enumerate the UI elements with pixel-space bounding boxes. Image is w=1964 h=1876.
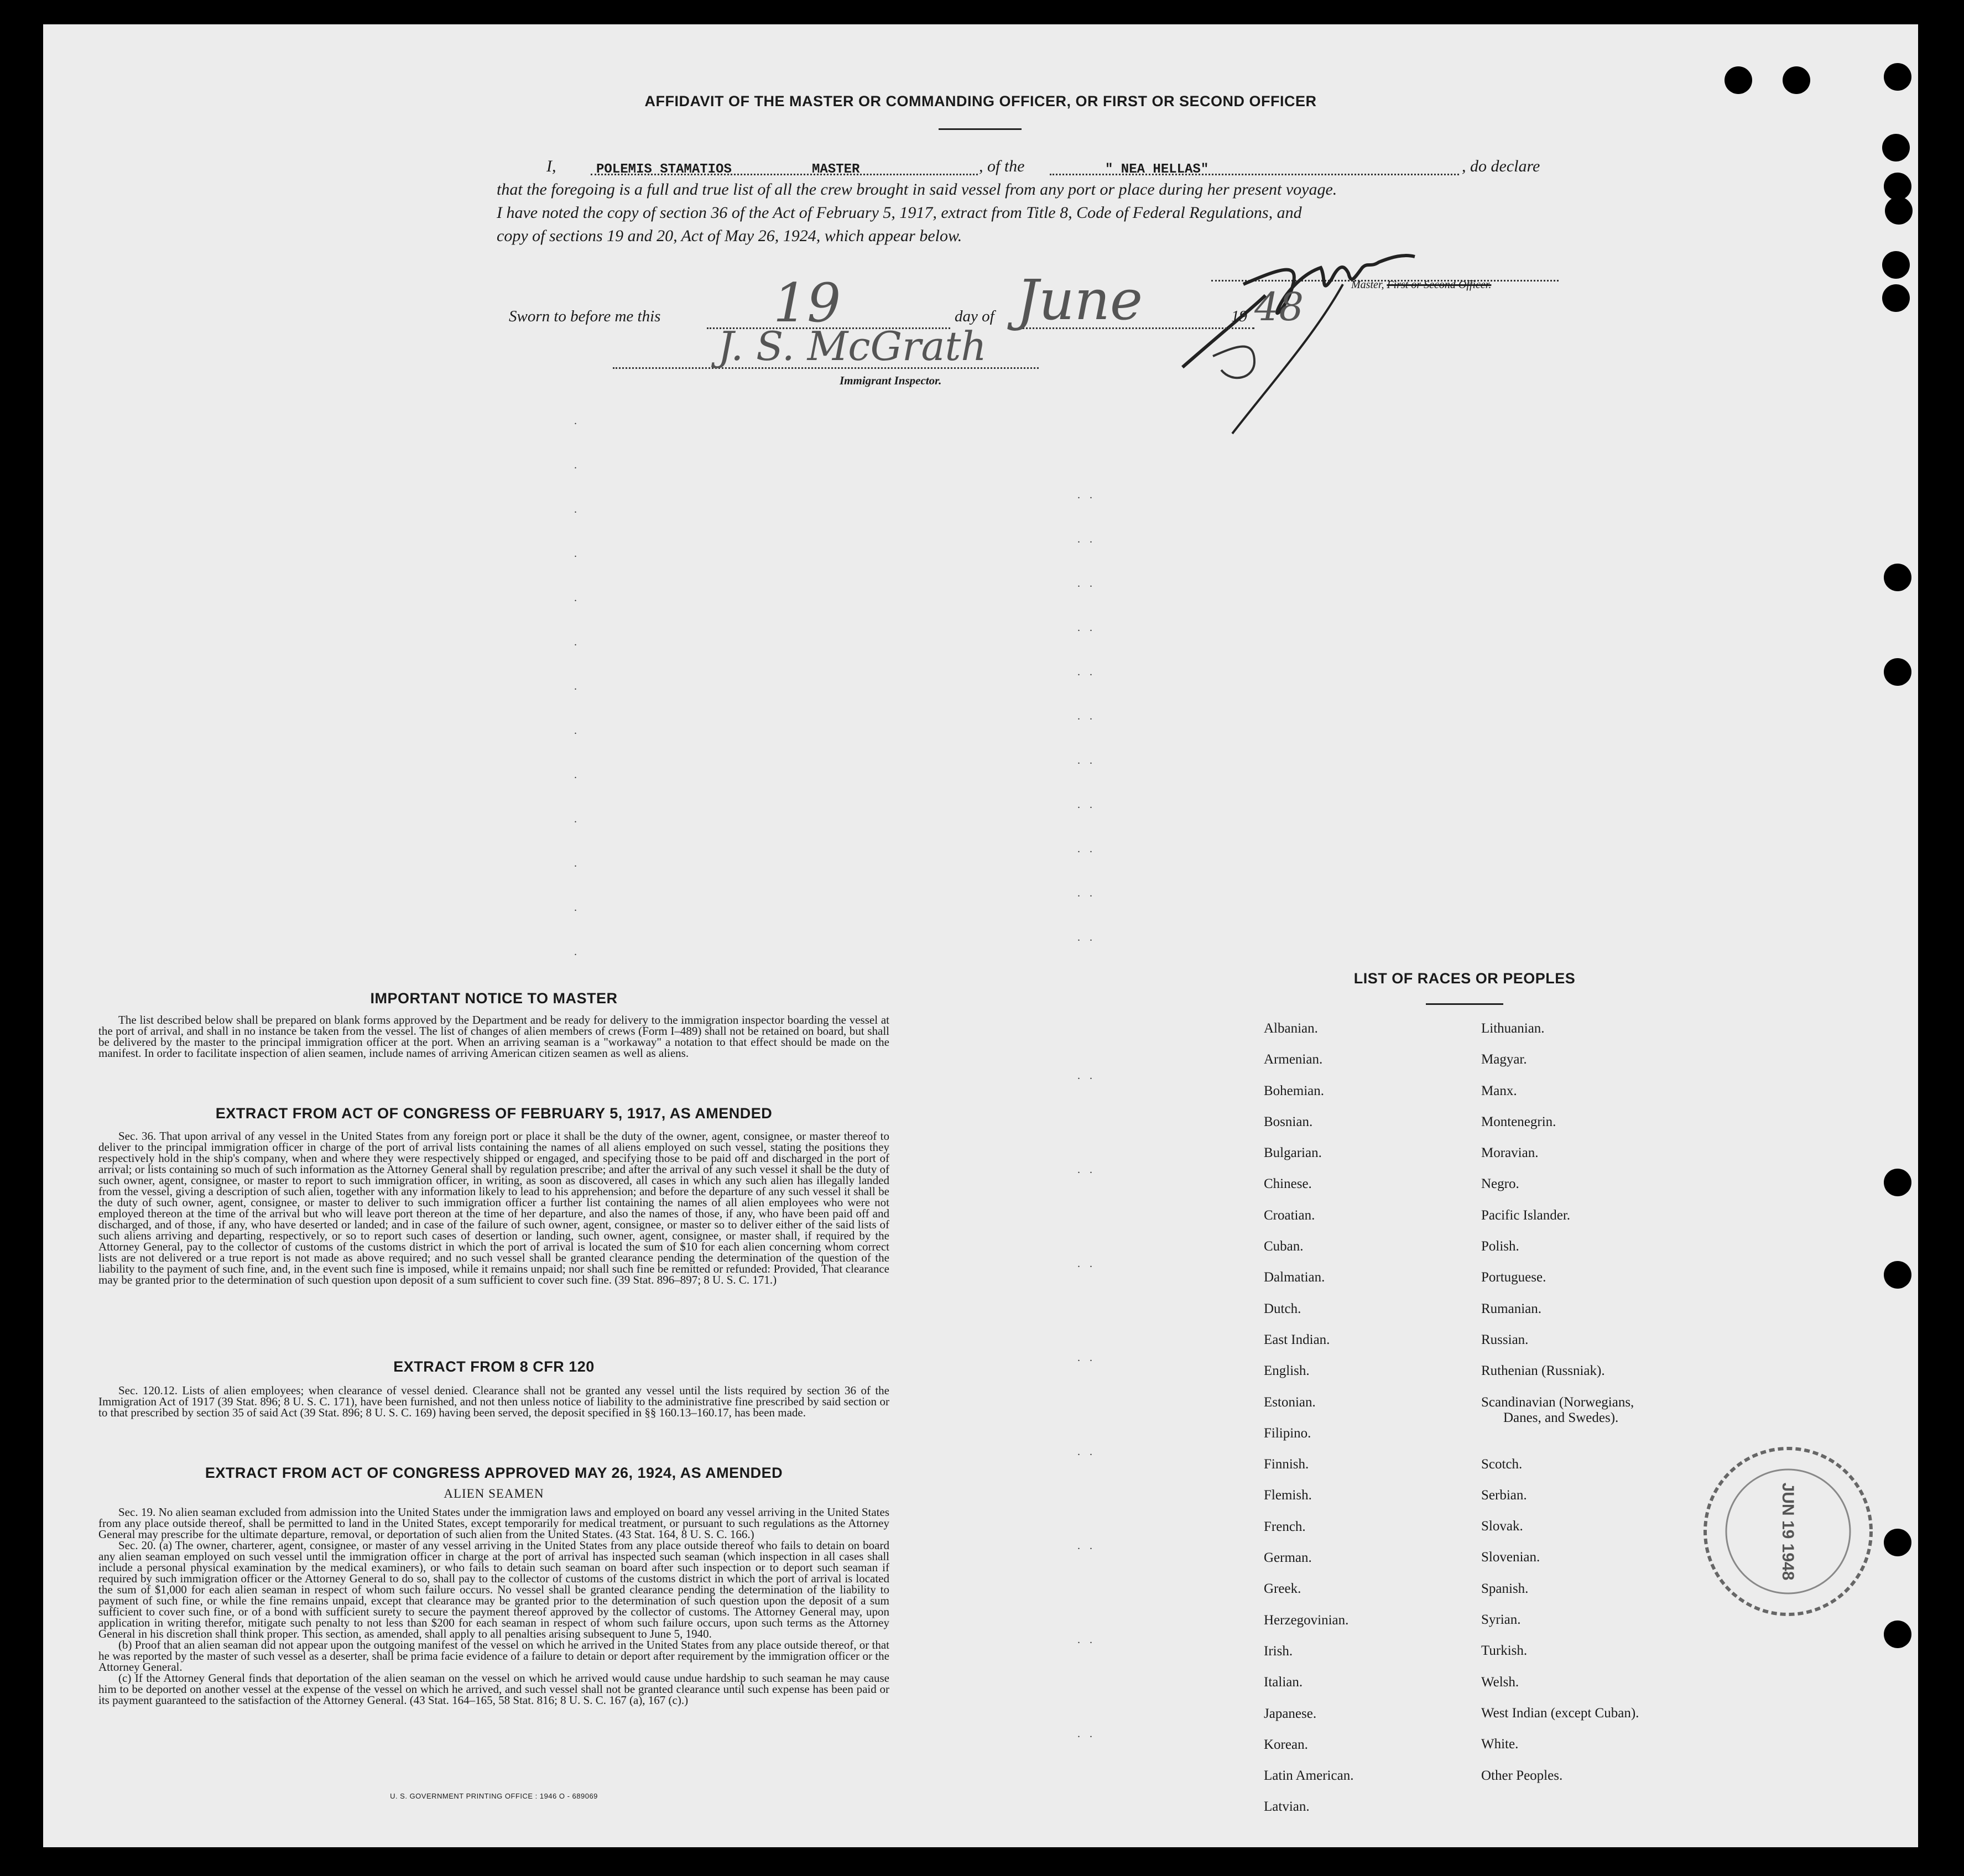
stray-dot: . . bbox=[1077, 1070, 1096, 1082]
punch-hole bbox=[1884, 658, 1911, 686]
stray-dot: . . bbox=[1077, 489, 1096, 501]
race-item: Latin American. bbox=[1264, 1768, 1354, 1784]
stray-dot: . . bbox=[1077, 1258, 1096, 1270]
stray-dot: . . bbox=[1077, 887, 1096, 899]
race-item: Scandinavian (Norwegians, bbox=[1481, 1394, 1634, 1410]
races-title-rule bbox=[1426, 1003, 1503, 1005]
struck-officer-label: First or Second Officer. bbox=[1387, 279, 1492, 291]
race-item: Herzegovinian. bbox=[1264, 1612, 1349, 1628]
punch-hole bbox=[1884, 63, 1911, 91]
race-item: Bohemian. bbox=[1264, 1083, 1325, 1098]
extract-1924-body bbox=[98, 1507, 889, 1706]
section-120-12-paragraph: Sec. 120.12. Lists of alien employees; when clearance of vessel denied. Clearance shall not be granted any vessel until the lists required by section 36 of the Immigration Act of 1917 (39 Stat. 896; 8 U. S. C. 171), have been furnished, and not then unless notice of liability to the administrative fine prescribed by said section or to that prescribed by section 35 of said Act (39 Stat. 896; 8 U. S. C. 169) having been served, the deposit specified in §§ 160.13–160.17, has been made. bbox=[98, 1384, 889, 1419]
inspector-label: Immigrant Inspector. bbox=[840, 374, 942, 387]
pronoun-i: I, bbox=[546, 157, 556, 175]
stray-dot: . . bbox=[1077, 1164, 1096, 1176]
stray-dot: . . bbox=[1077, 1540, 1096, 1552]
race-item: Syrian. bbox=[1481, 1612, 1521, 1628]
sworn-month: June bbox=[1017, 268, 1143, 332]
vessel-line bbox=[1050, 174, 1459, 175]
race-item: White. bbox=[1481, 1737, 1519, 1752]
race-item: Bosnian. bbox=[1264, 1114, 1313, 1129]
race-item: Greek. bbox=[1264, 1581, 1301, 1597]
stray-dot: . . bbox=[1077, 1446, 1096, 1458]
race-item: Dutch. bbox=[1264, 1301, 1301, 1316]
race-item: Montenegrin. bbox=[1481, 1114, 1556, 1129]
year-prefix: 19 bbox=[1231, 308, 1247, 325]
race-item: Italian. bbox=[1264, 1675, 1303, 1690]
stray-dot: . bbox=[574, 503, 580, 515]
race-item: Other Peoples. bbox=[1481, 1768, 1563, 1783]
notice-paragraph: The list described below shall be prepared on blank forms approved by the Department and be ready for delivery to the immigration inspector boarding the vessel at the port of arrival, and shall in no instance be taken from the vessel. The list of changes of alien members of crews (Form I–489) shall not be retained on board, but shall be delivered by the master to the principal immigration officer at the port. When an arriving seaman is a "workaway" a notation to that effect should be made on the manifest. In order to facilitate inspection of alien seamen, include names of arriving American citizen seamen as well as aliens. bbox=[98, 1013, 889, 1060]
stray-dot: . . bbox=[1077, 1352, 1096, 1364]
race-item: Flemish. bbox=[1264, 1488, 1312, 1503]
inspector-signature: J. S. McGrath bbox=[718, 323, 987, 369]
stray-dot: . bbox=[574, 946, 580, 958]
declaration-line-2: that the foregoing is a full and true list of all the crew brought in said vessel from any port or place during her present voyage. bbox=[497, 180, 1337, 199]
stray-dot: . bbox=[574, 813, 580, 825]
race-item: Negro. bbox=[1481, 1176, 1519, 1192]
stray-dot: . bbox=[574, 415, 580, 427]
master-rank: MASTER bbox=[812, 162, 860, 177]
notice-title: IMPORTANT NOTICE TO MASTER bbox=[370, 990, 618, 1007]
punch-hole bbox=[1884, 1620, 1911, 1648]
race-item: West Indian (except Cuban). bbox=[1481, 1705, 1639, 1721]
stray-dot: . bbox=[574, 680, 580, 692]
races-right-column bbox=[1481, 1013, 1639, 1791]
master-label: Master, bbox=[1351, 279, 1387, 291]
race-item: Serbian. bbox=[1481, 1487, 1527, 1503]
punch-hole bbox=[1884, 1529, 1911, 1556]
race-item: Japanese. bbox=[1264, 1706, 1317, 1721]
stray-dot: . . bbox=[1077, 622, 1096, 634]
stray-dot: . . bbox=[1077, 1728, 1096, 1740]
stray-dot: . bbox=[574, 548, 580, 560]
race-item: Turkish. bbox=[1481, 1643, 1528, 1659]
race-item: Magyar. bbox=[1481, 1052, 1527, 1067]
punch-hole bbox=[1884, 1261, 1911, 1289]
punch-hole bbox=[1885, 197, 1913, 225]
race-item: German. bbox=[1264, 1550, 1312, 1566]
punch-hole bbox=[1725, 66, 1752, 94]
race-item: Russian. bbox=[1481, 1332, 1529, 1347]
stray-dot: . . bbox=[1077, 843, 1096, 855]
race-item: Pacific Islander. bbox=[1481, 1207, 1571, 1223]
race-item: Spanish. bbox=[1481, 1581, 1529, 1596]
stray-dot: . . bbox=[1077, 799, 1096, 811]
master-name: POLEMIS STAMATIOS bbox=[596, 162, 732, 177]
section-19-paragraph: Sec. 19. No alien seaman excluded from admission into the United States under the immigration laws and employed on board any vessel arriving in the United States from any place outside thereof, shall be permitted to land in the United States, except temporarily for medical treatment, or pursuant to such regulations as the Attorney General may prescribe for the ultimate departure, removal, or deportation of such alien from the United States. (43 Stat. 164, 8 U. S. C. 166.) bbox=[98, 1505, 889, 1541]
race-item: Croatian. bbox=[1264, 1207, 1315, 1223]
race-item: Korean. bbox=[1264, 1737, 1308, 1752]
declaration-line-4: copy of sections 19 and 20, Act of May 26, 1924, which appear below. bbox=[497, 227, 962, 245]
races-left-column bbox=[1264, 1013, 1353, 1823]
stray-dot: . . bbox=[1077, 710, 1096, 722]
race-item: Portuguese. bbox=[1481, 1270, 1546, 1285]
section-20c-paragraph: (c) If the Attorney General finds that deportation of the alien seaman on the vessel on which he arrived would cause undue hardship to such seaman he may cause him to be deported on another vessel at the expense of the vessel on which he arrived, and such vessel shall not be granted clearance until such expense has been paid or its payment guaranteed to the satisfaction of the Attorney General. (43 Stat. 164–165, 58 Stat. 816; 8 U. S. C. 167 (a), 167 (c).) bbox=[98, 1671, 889, 1707]
section-36-paragraph: Sec. 36. That upon arrival of any vessel in the United States from any foreign port or place it shall be the duty of the owner, agent, consignee, or master thereof to deliver to the principal immigration officer in charge of the port of arrival lists containing the names of all aliens employed on such vessel, stating the positions they respectively hold in the ship's company, when and where they were respectively shipped or engaged, and specifying those to be paid off and discharged in the port of arrival; or lists containing so much of such information as the Attorney General shall by regulation prescribe; and after the arrival of any such vessel it shall be the duty of such owner, agent, consignee, or master to report to such immigration officer, in writing, as soon as discovered, all cases in which any such alien has illegally landed from the vessel, giving a description of such alien, together with any information likely to lead to his apprehension; and before the departure of any such vessel it shall be the duty of such owner, agent, consignee, or master to deliver to such immigration officer a further list containing the names of all alien employees who were not employed thereon at the time of the arrival but who will leave port thereon at the time of her departure, and also the names of those, if any, who have been paid off and discharged, and of those, if any, who have deserted or landed; and in case of the failure of such owner, agent, consignee, or master so to deliver either of the said lists of such aliens arriving and departing, respectively, or so to report such cases of desertion or landing, such owner, agent, consignee, or master shall, if required by the Attorney General, pay to the collector of customs of the customs district in which the port of arrival is located the sum of $10 for each alien concerning whom correct lists are not delivered or a true report is not made as above required; and no such vessel shall be granted clearance pending the determination of the question of the liability to the payment of such fine, and, in the event such fine is imposed, while it remains unpaid; nor shall such fine be remitted or refunded: Provided, That clearance may be granted prior to the determination of such question upon deposit of a sum sufficient to cover such fine. (39 Stat. 896–897; 8 U. S. C. 171.) bbox=[98, 1129, 889, 1286]
alien-seamen-subtitle: ALIEN SEAMEN bbox=[444, 1487, 544, 1500]
race-item: Filipino. bbox=[1264, 1425, 1311, 1441]
race-item: East Indian. bbox=[1264, 1332, 1330, 1347]
stray-dot: . . bbox=[1077, 577, 1096, 590]
extract-1917-body bbox=[98, 1130, 889, 1285]
race-item: Chinese. bbox=[1264, 1176, 1312, 1192]
stray-dot: . bbox=[574, 459, 580, 471]
section-20b-paragraph: (b) Proof that an alien seaman did not appear upon the outgoing manifest of the vessel on which he arrived in the United States from any place outside thereof, or that he was reported by the master of such vessel as a deserter, shall be prima facie evidence of a failure to detain or deport after requirement by the immigration officer or the Attorney General. bbox=[98, 1638, 889, 1674]
document-sheet bbox=[43, 24, 1918, 1847]
race-item: Rumanian. bbox=[1481, 1301, 1542, 1316]
stray-dot: . . bbox=[1077, 1634, 1096, 1646]
punch-hole bbox=[1882, 251, 1910, 279]
master-signature bbox=[1160, 246, 1470, 445]
punch-hole bbox=[1882, 284, 1910, 312]
stamp-date: JUN 19 1948 bbox=[1779, 1482, 1797, 1581]
extract-8cfr-title: EXTRACT FROM 8 CFR 120 bbox=[393, 1358, 595, 1375]
stray-dot: . bbox=[574, 725, 580, 737]
race-item: Welsh. bbox=[1481, 1674, 1519, 1690]
race-item: Latvian. bbox=[1264, 1799, 1310, 1815]
race-item: Armenian. bbox=[1264, 1052, 1323, 1067]
punch-hole bbox=[1884, 1169, 1911, 1196]
punch-hole bbox=[1882, 134, 1910, 161]
stray-dot: . bbox=[574, 592, 580, 604]
race-item: Moravian. bbox=[1481, 1145, 1539, 1161]
notice-body bbox=[98, 1014, 889, 1059]
punch-hole bbox=[1884, 564, 1911, 591]
race-item: Manx. bbox=[1481, 1083, 1517, 1098]
extract-8cfr-body bbox=[98, 1385, 889, 1418]
race-item: Estonian. bbox=[1264, 1394, 1316, 1410]
stray-dot: . . bbox=[1077, 666, 1096, 678]
declaration-line bbox=[497, 155, 1617, 178]
race-item: French. bbox=[1264, 1519, 1306, 1534]
sworn-year: 48 bbox=[1254, 284, 1304, 330]
affidavit-title: AFFIDAVIT OF THE MASTER OR COMMANDING OFFICER, OR FIRST OR SECOND OFFICER bbox=[644, 93, 1317, 110]
stray-dot: . bbox=[574, 769, 580, 781]
stray-dot: . . bbox=[1077, 533, 1096, 545]
race-item: Polish. bbox=[1481, 1239, 1519, 1254]
race-item: Danes, and Swedes). bbox=[1503, 1410, 1619, 1425]
sworn-day: 19 bbox=[773, 272, 841, 334]
extract-1917-title: EXTRACT FROM ACT OF CONGRESS OF FEBRUARY 5, 1917, AS AMENDED bbox=[215, 1105, 773, 1122]
race-item: Irish. bbox=[1264, 1643, 1293, 1659]
race-item: English. bbox=[1264, 1363, 1310, 1379]
race-item: Finnish. bbox=[1264, 1457, 1309, 1472]
race-item: Albanian. bbox=[1264, 1021, 1318, 1036]
race-item: Slovak. bbox=[1481, 1519, 1523, 1534]
race-item: Cuban. bbox=[1264, 1239, 1304, 1254]
day-of-label: day of bbox=[955, 308, 994, 325]
punch-hole bbox=[1783, 66, 1810, 94]
race-item: Dalmatian. bbox=[1264, 1270, 1325, 1285]
name-line bbox=[591, 174, 978, 175]
extract-1924-title: EXTRACT FROM ACT OF CONGRESS APPROVED MAY 26, 1924, AS AMENDED bbox=[205, 1465, 783, 1481]
stray-dot: . bbox=[574, 857, 580, 869]
do-declare-label: , do declare bbox=[1462, 157, 1540, 175]
race-item: Scotch. bbox=[1481, 1456, 1523, 1472]
title-rule bbox=[939, 128, 1022, 130]
section-20a-paragraph: Sec. 20. (a) The owner, charterer, agent, consignee, or master of any vessel arriving in the United States from any place outside thereof who fails to detain on board any alien seaman employed on such vessel until the immigration officer in charge at the port of arrival has inspected such seaman (which inspection in all cases shall include a personal physical examination by the medical examiners), or who fails to detain such seaman on board after such inspection or to deport such seaman if required by such immigration officer or the Attorney General to do so, shall pay to the collector of customs of the customs district in which the port of arrival is located the sum of $1,000 for each alien seaman in respect of whom such failure occurs. No vessel shall be granted clearance pending the determination of the liability to payment of such fine, or while the fine remains unpaid, except that clearance may be granted prior to the determination of such question upon the deposit of a sum sufficient to cover such fine, or of a bond with sufficient surety to secure the payment thereof approved by the collector of customs. The Attorney General may, upon application in writing therefor, mitigate such penalty to not less than $200 for each seaman in respect of whom such failure occurs, upon such terms as the Attorney General in his discretion shall think proper. This section, as amended, shall apply to all penalties arising subsequent to June 5, 1940. bbox=[98, 1539, 889, 1640]
vessel-name: " NEA HELLAS" bbox=[1105, 162, 1209, 177]
stray-dot: . bbox=[574, 636, 580, 648]
declaration-line-3: I have noted the copy of section 36 of the Act of February 5, 1917, extract from Title 8, Code of Federal Regulations, and bbox=[497, 204, 1302, 222]
race-item: Slovenian. bbox=[1481, 1550, 1540, 1565]
race-item: Ruthenian (Russniak). bbox=[1481, 1363, 1605, 1379]
printer-imprint: U. S. GOVERNMENT PRINTING OFFICE : 1946 O - 689069 bbox=[390, 1792, 598, 1800]
race-item: Lithuanian. bbox=[1481, 1021, 1545, 1036]
race-item: Bulgarian. bbox=[1264, 1145, 1322, 1161]
sworn-label: Sworn to before me this bbox=[509, 308, 661, 325]
stray-dot: . bbox=[574, 901, 580, 914]
affidavit-body bbox=[497, 155, 1617, 248]
of-the-label: , of the bbox=[979, 157, 1025, 175]
races-title: LIST OF RACES OR PEOPLES bbox=[1353, 970, 1576, 987]
received-stamp bbox=[1697, 1440, 1879, 1623]
punch-hole bbox=[1884, 173, 1911, 200]
stray-dot: . . bbox=[1077, 754, 1096, 767]
stray-dot: . . bbox=[1077, 931, 1096, 944]
